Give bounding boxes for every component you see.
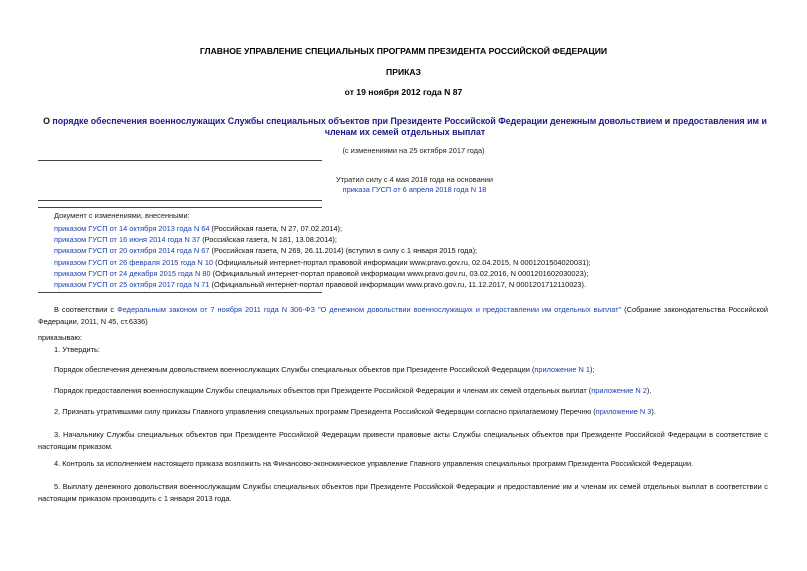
item-1a-end: ); <box>590 365 595 374</box>
item-1b-text: Порядок предоставления военнослужащим Службы специальных объектов при Президенте Российской Федерации и членам их семей отдельных выплат ( <box>54 386 592 395</box>
preamble-paragraph <box>38 304 768 328</box>
amendment-source: (Российская газета, N 269, 26.11.2014) (вступил в силу с 1 января 2015 года); <box>209 246 478 256</box>
changes-heading: Документ с изменениями, внесенными: <box>54 211 190 220</box>
item-1b-paragraph <box>54 387 651 396</box>
amendment-link[interactable]: приказом ГУСП от 14 октября 2013 года N 64 <box>54 224 210 233</box>
amendment-link[interactable]: приказом ГУСП от 24 декабря 2015 года N 80 <box>54 268 211 278</box>
amendment-link[interactable]: приказом ГУСП от 26 февраля 2015 года N 10 <box>54 257 214 267</box>
list-item <box>54 223 591 234</box>
item-1a-paragraph <box>54 366 595 375</box>
title-link-allowance[interactable]: порядке обеспечения военнослужащих Службы специальных объектов при Президенте Российской Федерации денежным довольствием <box>52 116 663 126</box>
amendment-link[interactable]: приказом ГУСП от 16 июня 2014 года N 37 <box>54 235 201 245</box>
document-date-number: от 19 ноября 2012 года N 87 <box>344 87 463 97</box>
amendment-source: (Российская газета, N 27, 07.02.2014); <box>209 224 343 233</box>
changes-list <box>54 223 591 290</box>
divider <box>38 160 322 161</box>
title-link-payments[interactable]: предоставления им и членам их семей отдельных выплат <box>324 116 767 138</box>
amendment-source: (Российская газета, N 181, 13.08.2014); <box>200 235 337 245</box>
list-item <box>54 257 591 268</box>
expiry-note: Утратил силу с 4 мая 2018 года на основании <box>335 175 494 184</box>
item-2-paragraph <box>54 408 656 417</box>
expiry-order-link[interactable]: приказа ГУСП от 6 апреля 2018 года N 18 <box>342 185 487 194</box>
amendment-note: (с изменениями на 25 октября 2017 года) <box>342 146 485 155</box>
list-item <box>54 268 591 279</box>
title-prefix: О <box>43 116 53 126</box>
item-1a-text: Порядок обеспечения денежным довольствием военнослужащих Службы специальных объектов при Президенте Российской Федерации ( <box>54 365 535 374</box>
federal-law-link[interactable]: Федеральным законом от 7 ноября 2011 года N 306-ФЗ "О денежном довольствии военнослужащих и предоставлении им отдельных выплат" <box>117 305 622 314</box>
item-2-end: ). <box>651 407 656 416</box>
document-type: ПРИКАЗ <box>386 67 421 77</box>
list-item <box>54 234 591 245</box>
item-1b-end: ). <box>646 386 652 395</box>
list-item <box>54 279 591 290</box>
item-4-paragraph: 4. Контроль за исполнением настоящего приказа возложить на Финансово-экономическое управление Главного управления специальных программ Президента Российской Федерации. <box>54 459 694 468</box>
item-3-paragraph: 3. Начальнику Службы специальных объектов при Президенте Российской Федерации привести правовые акты Службы специальных объектов при Президенте Российской Федерации в соответствие с настоящим приказом. <box>38 430 768 451</box>
issuing-authority: ГЛАВНОЕ УПРАВЛЕНИЕ СПЕЦИАЛЬНЫХ ПРОГРАММ ПРЕЗИДЕНТА РОССИЙСКОЙ ФЕДЕРАЦИИ <box>199 46 608 56</box>
amendment-source: (Официальный интернет-портал правовой информации www.pravo.gov.ru, 03.02.2016, N 0001201602030023); <box>210 268 589 278</box>
amendment-link[interactable]: приказом ГУСП от 25 октября 2017 года N 71 <box>54 280 210 290</box>
list-item <box>54 245 591 256</box>
preamble-prefix: В соответствии с <box>54 305 118 314</box>
divider <box>38 292 322 293</box>
document-title <box>30 116 780 139</box>
item-1-heading: 1. Утвердить: <box>54 345 100 354</box>
divider <box>38 207 322 208</box>
order-word: приказываю: <box>38 333 82 342</box>
item-2-text: 2. Признать утратившими силу приказы Главного управления специальных программ Президента Российской Федерации согласно прилагаемому Перечню ( <box>54 407 596 416</box>
appendix-3-link[interactable]: приложение N 3 <box>595 407 652 416</box>
item-5-paragraph: 5. Выплату денежного довольствия военнослужащим Службы специальных объектов при Президенте Российской Федерации и предоставление им и членам их семей отдельных выплат в соответствии с настоящим приказом производить с 1 января 2013 года. <box>38 482 768 503</box>
amendment-source: (Официальный интернет-портал правовой информации www.pravo.gov.ru, 02.04.2015, N 0001201504020031); <box>213 257 591 267</box>
amendment-link[interactable]: приказом ГУСП от 20 октября 2014 года N 67 <box>54 246 210 256</box>
divider <box>38 200 322 201</box>
appendix-1-link[interactable]: приложение N 1 <box>534 365 591 374</box>
appendix-2-link[interactable]: приложение N 2 <box>591 386 647 395</box>
preamble-suffix: (Собрание законодательства Российской Федерации, 2011, N 45, ст.6336) <box>38 305 769 326</box>
title-conjunction: и <box>662 116 673 126</box>
amendment-source: (Официальный интернет-портал правовой информации www.pravo.gov.ru, 11.12.2017, N 0001201712110023). <box>209 280 587 290</box>
